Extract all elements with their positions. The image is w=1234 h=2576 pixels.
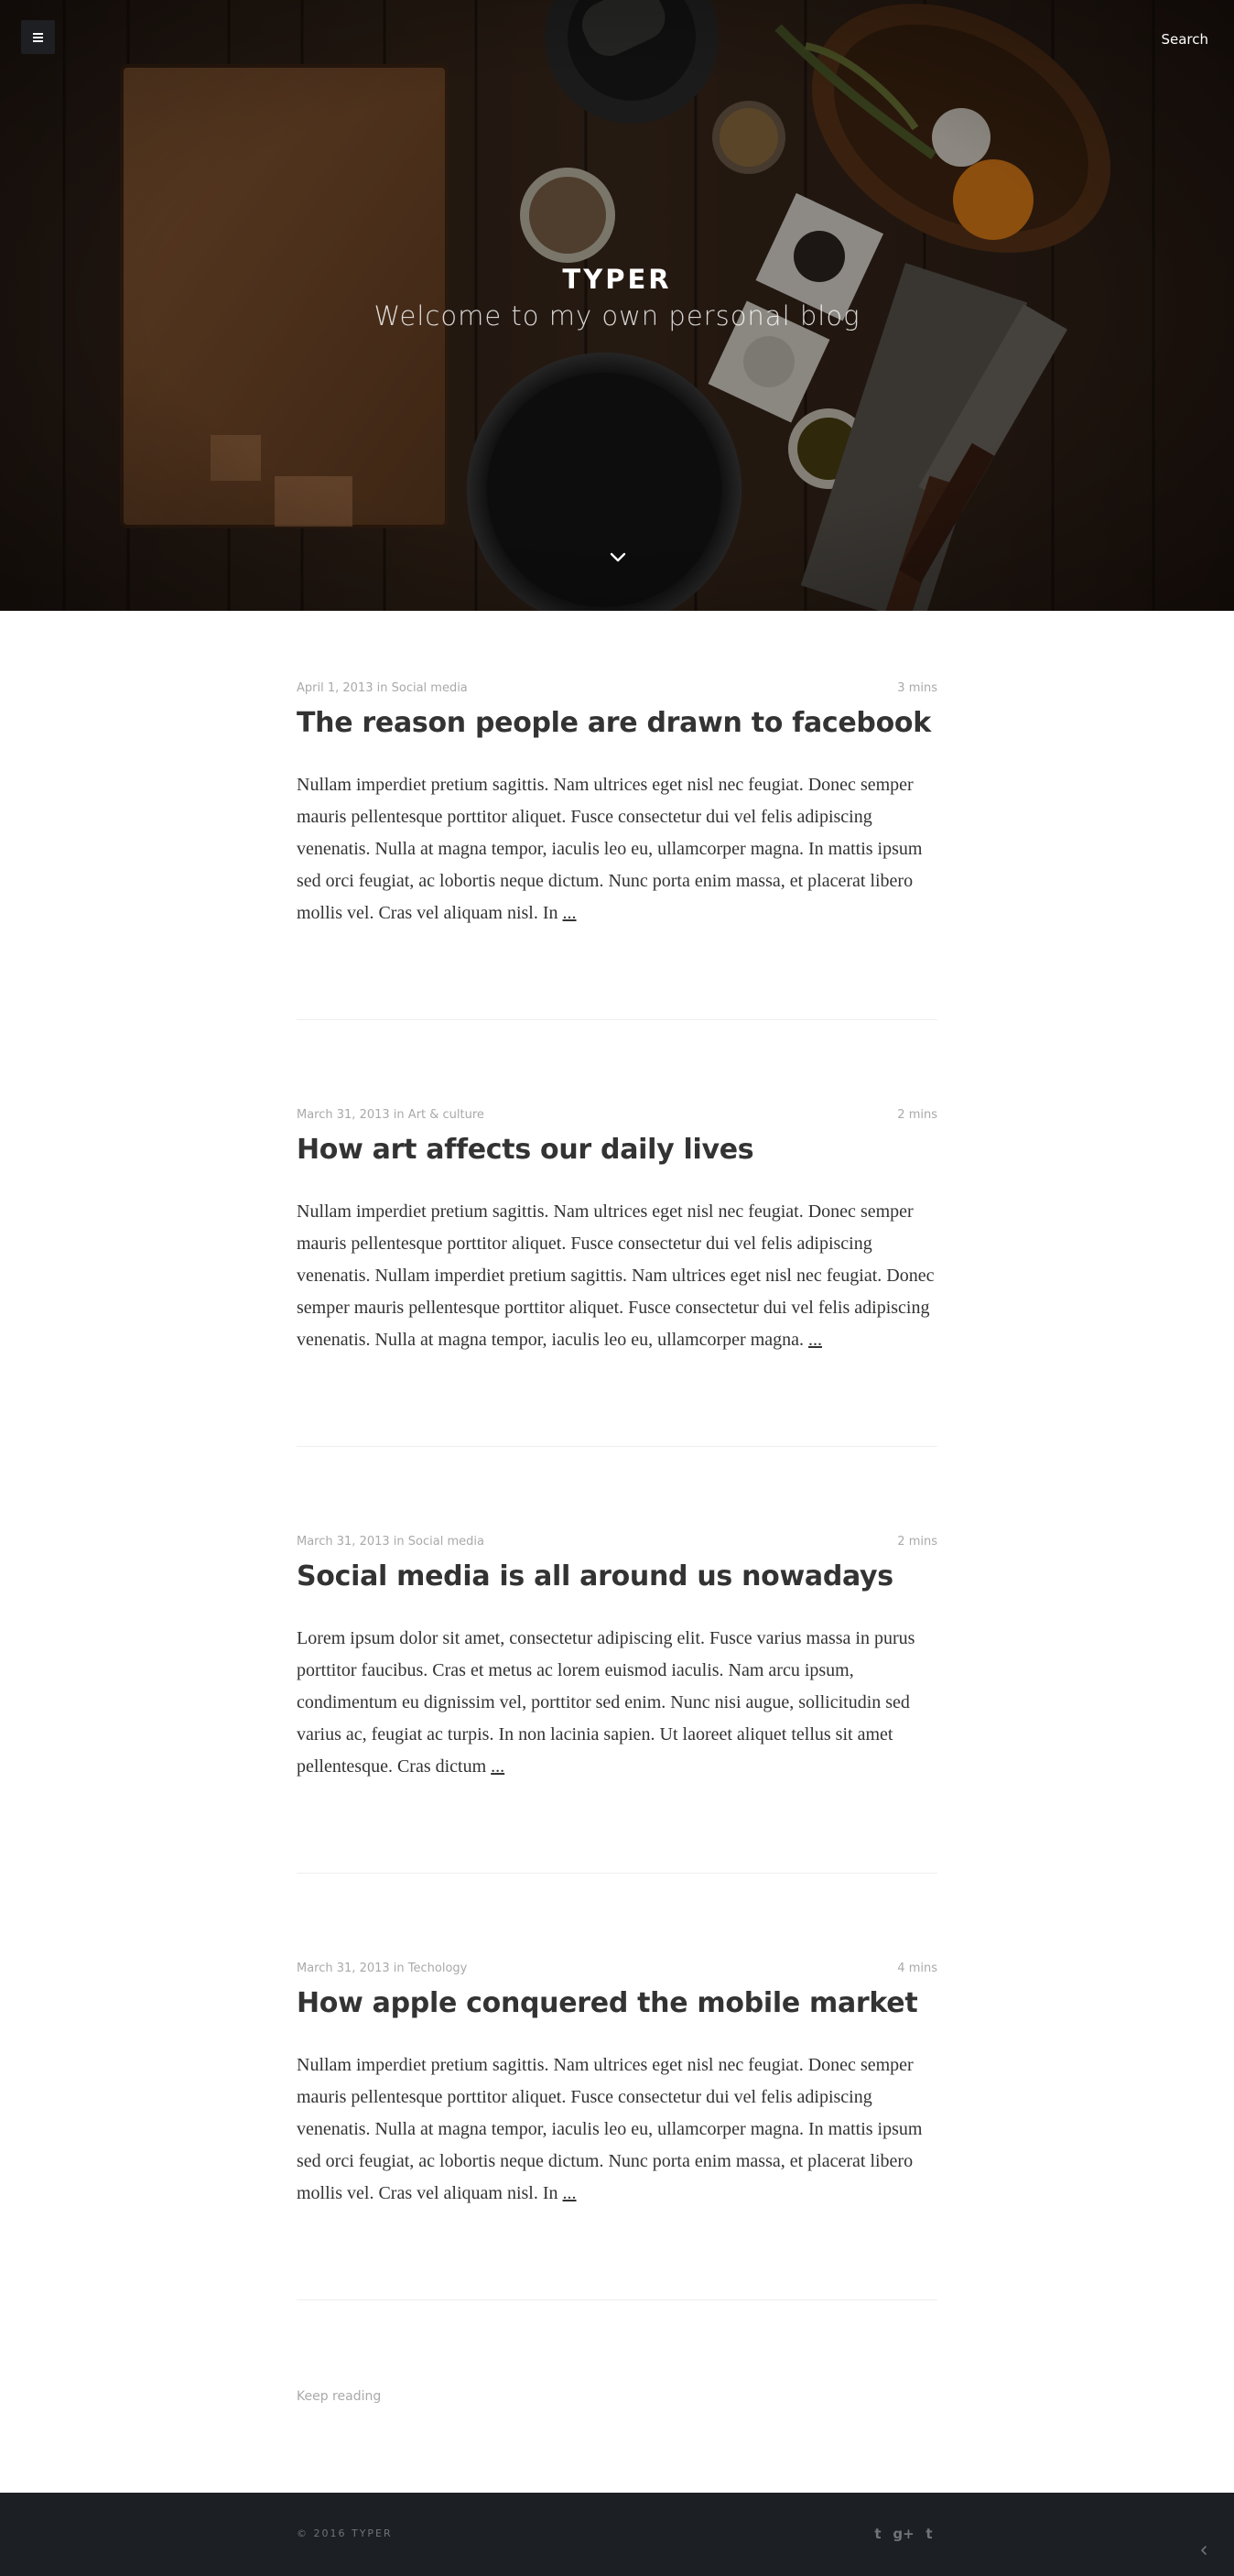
tumblr-icon[interactable]: t — [926, 2526, 933, 2542]
post-category-link[interactable]: Art & culture — [407, 1108, 484, 1122]
post-title-link[interactable]: How art affects our daily lives — [297, 1134, 754, 1166]
post-excerpt — [297, 769, 937, 929]
post-title-link[interactable]: How apple conquered the mobile market — [297, 1987, 918, 2019]
post-category-link[interactable]: Techology — [407, 1962, 468, 1975]
post-in-word: in — [393, 1535, 405, 1549]
post-excerpt — [297, 1623, 937, 1783]
read-more-link[interactable]: ... — [562, 2183, 577, 2203]
menu-button[interactable] — [21, 20, 55, 54]
post-date: March 31, 2013 — [297, 1962, 390, 1975]
post-meta — [297, 1962, 937, 1978]
site-title[interactable]: TYPER — [562, 264, 672, 295]
post-excerpt — [297, 1196, 937, 1356]
post-excerpt-text: Nullam imperdiet pretium sagittis. Nam ultrices eget nisl nec feugiat. Donec semper mauris pellentesque porttitor aliquet. Fusce consectetur dui vel felis adipiscing venenatis. Nulla at magna tempor, iaculis leo eu, ullamcorper magna. In mattis ipsum sed orci feugiat, ac lobortis neque dictum. Nunc porta enim massa, et placerat libero mollis vel. Cras vel aliquam nisl. In — [297, 775, 923, 923]
post-in-word: in — [393, 1108, 405, 1122]
post-date: March 31, 2013 — [297, 1108, 390, 1122]
post-category-link[interactable]: Social media — [407, 1535, 484, 1549]
read-more-link[interactable]: ... — [562, 903, 577, 923]
read-more-link[interactable]: ... — [491, 1756, 505, 1777]
post-in-word: in — [393, 1962, 405, 1975]
post-list — [297, 611, 937, 2405]
post-item — [297, 681, 937, 1020]
post-meta — [297, 681, 937, 698]
hamburger-icon — [33, 33, 43, 41]
post-item — [297, 1962, 937, 2300]
post-excerpt-text: Lorem ipsum dolor sit amet, consectetur adipiscing elit. Fusce varius massa in purus porttitor faucibus. Cras et metus ac lorem euismod iaculis. Nam arcu ipsum, condimentum eu dignissim vel, porttitor sed enim. Nunc nisi augue, sollicitudin sed varius ac, feugiat ac turpis. In non lacinia sapien. Ut laoreet aliquet tellus sit amet pellentesque. Cras dictum — [297, 1628, 915, 1777]
google-plus-icon[interactable]: g+ — [893, 2526, 915, 2542]
search-link[interactable]: Search — [1161, 31, 1208, 48]
twitter-icon[interactable]: t — [874, 2526, 882, 2542]
arrow-left-icon[interactable] — [1197, 2544, 1210, 2557]
post-divider — [297, 2299, 937, 2300]
post-date: April 1, 2013 — [297, 681, 373, 695]
site-footer — [0, 2493, 1234, 2576]
post-date: March 31, 2013 — [297, 1535, 390, 1549]
copyright-text: © 2016 TYPER — [297, 2527, 393, 2539]
post-read-time: 2 mins — [897, 1535, 937, 1549]
post-read-time: 4 mins — [897, 1962, 937, 1975]
post-read-time: 3 mins — [897, 681, 937, 695]
post-category-link[interactable]: Social media — [391, 681, 468, 695]
post-read-time: 2 mins — [897, 1108, 937, 1122]
post-meta — [297, 1535, 937, 1551]
post-divider — [297, 1873, 937, 1874]
post-meta — [297, 1108, 937, 1125]
post-in-word: in — [376, 681, 388, 695]
post-divider — [297, 1019, 937, 1020]
read-more-link[interactable]: ... — [808, 1330, 823, 1350]
post-item — [297, 1108, 937, 1447]
post-title-link[interactable]: The reason people are drawn to facebook — [297, 707, 931, 739]
post-excerpt-text: Nullam imperdiet pretium sagittis. Nam ultrices eget nisl nec feugiat. Donec semper mauris pellentesque porttitor aliquet. Fusce consectetur dui vel felis adipiscing venenatis. Nulla at magna tempor, iaculis leo eu, ullamcorper magna. In mattis ipsum sed orci feugiat, ac lobortis neque dictum. Nunc porta enim massa, et placerat libero mollis vel. Cras vel aliquam nisl. In — [297, 2055, 923, 2203]
post-divider — [297, 1446, 937, 1447]
post-title-link[interactable]: Social media is all around us nowadays — [297, 1560, 893, 1592]
chevron-down-icon[interactable] — [608, 548, 628, 568]
social-links — [870, 2526, 937, 2542]
hero-banner — [0, 0, 1234, 611]
post-excerpt-text: Nullam imperdiet pretium sagittis. Nam ultrices eget nisl nec feugiat. Donec semper mauris pellentesque porttitor aliquet. Fusce consectetur dui vel felis adipiscing venenatis. Nullam imperdiet pretium sagittis. Nam ultrices eget nisl nec feugiat. Donec semper mauris pellentesque porttitor aliquet. Fusce consectetur dui vel felis adipiscing venenatis. Nulla at magna tempor, iaculis leo eu, ullamcorper magna. — [297, 1201, 935, 1350]
keep-reading-link[interactable]: Keep reading — [297, 2389, 382, 2404]
post-excerpt — [297, 2049, 937, 2210]
site-tagline: Welcome to my own personal blog — [373, 300, 861, 332]
post-item — [297, 1535, 937, 1874]
